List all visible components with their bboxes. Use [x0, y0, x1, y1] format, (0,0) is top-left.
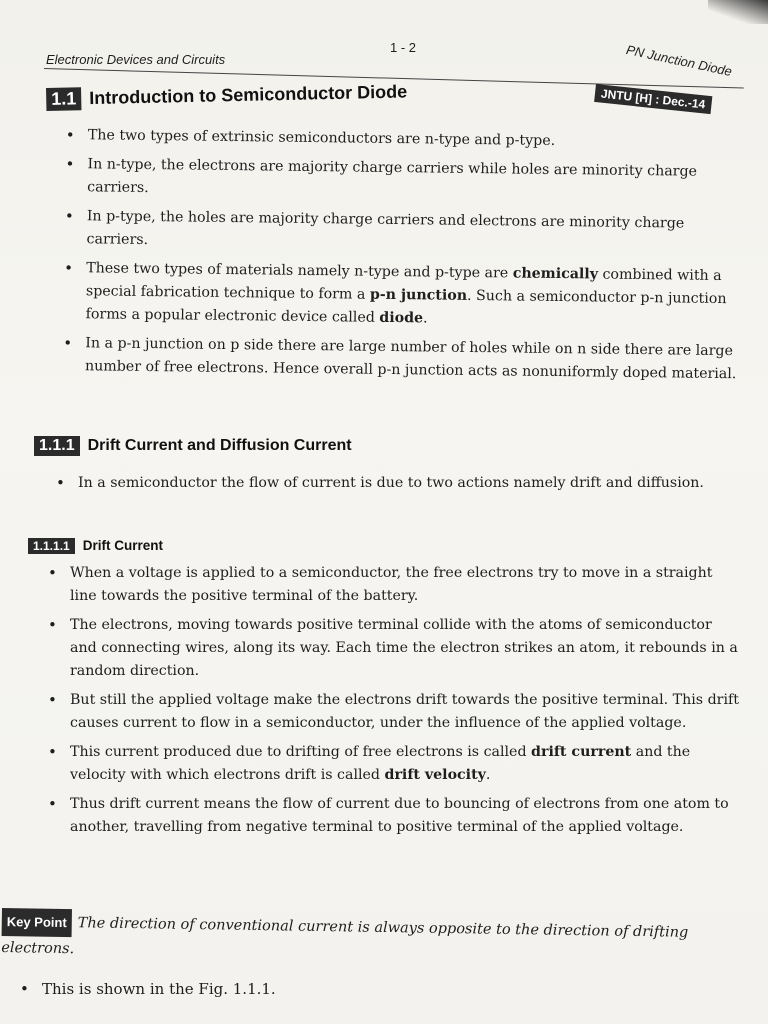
section-title: Drift Current — [82, 538, 163, 553]
list-item: • But still the applied voltage make the electrons drift towards the positive terminal. This drift causes current to flow in a semiconductor, under the influence of the applied voltage. — [48, 689, 740, 735]
list-item: • Thus drift current means the flow of current due to bouncing of electrons from one atom to another, travelling from negative terminal to positive terminal of the applied voltage. — [48, 793, 740, 839]
list-item: • This current produced due to drifting of free electrons is called drift current and the velocity with which electrons drift is called drift velocity. — [48, 741, 740, 787]
final-list — [20, 978, 720, 1007]
section-number-badge: 1.1.1 — [34, 436, 80, 456]
page-header — [46, 40, 746, 80]
key-point-text: The direction of conventional current is always opposite to the direction of drifting electrons. — [1, 915, 689, 958]
section-number-badge: 1.1 — [46, 87, 82, 111]
section-1-1-1-1-heading — [28, 538, 163, 554]
list-item: • When a voltage is applied to a semiconductor, the free electrons try to move in a straight line towards the positive terminal of the battery. — [48, 562, 740, 608]
section-title: Introduction to Semiconductor Diode — [89, 81, 408, 109]
section-1-1-1-1-list — [48, 562, 740, 845]
section-title: Drift Current and Diffusion Current — [87, 437, 352, 454]
list-item: • This is shown in the Fig. 1.1.1. — [20, 978, 720, 1001]
key-point-label: Key Point — [2, 908, 72, 937]
list-item: • The two types of extrinsic semiconductors are n-type and p-type. — [66, 124, 741, 155]
section-1-1-1-list — [56, 472, 744, 501]
section-number-badge: 1.1.1.1 — [28, 538, 75, 554]
list-item: • In n-type, the electrons are majority charge carriers while holes are minority charge carriers. — [65, 153, 741, 207]
list-item: • These two types of materials namely n-type and p-type are chemically combined with a special fabrication technique to form a p-n junction. Such a semiconductor p-n junction forms a popular electronic device called diode. — [64, 257, 740, 334]
exam-tag: JNTU [H] : Dec.-14 — [594, 84, 712, 114]
list-item: • In p-type, the holes are majority charge carriers and electrons are minority charge carriers. — [64, 205, 740, 259]
page-number: 1 - 2 — [390, 40, 417, 55]
book-title: Electronic Devices and Circuits — [46, 52, 226, 67]
section-1-1-1-heading — [34, 436, 352, 456]
list-item: • The electrons, moving towards positive terminal collide with the atoms of semiconductor and connecting wires, along its way. Each time the electron strikes an atom, it rebounds in a random direction. — [48, 614, 740, 683]
section-1-1-list — [63, 124, 741, 392]
key-point — [1, 908, 742, 972]
section-1-1-heading — [46, 80, 407, 111]
page-corner-shadow — [708, 0, 768, 24]
list-item: • In a semiconductor the flow of current is due to two actions namely drift and diffusion. — [56, 472, 744, 495]
chapter-title: PN Junction Diode — [625, 42, 734, 80]
list-item: • In a p-n junction on p side there are large number of holes while on n side there are large number of free electrons. Hence overall p-n junction acts as nonuniformly doped material. — [63, 332, 739, 386]
